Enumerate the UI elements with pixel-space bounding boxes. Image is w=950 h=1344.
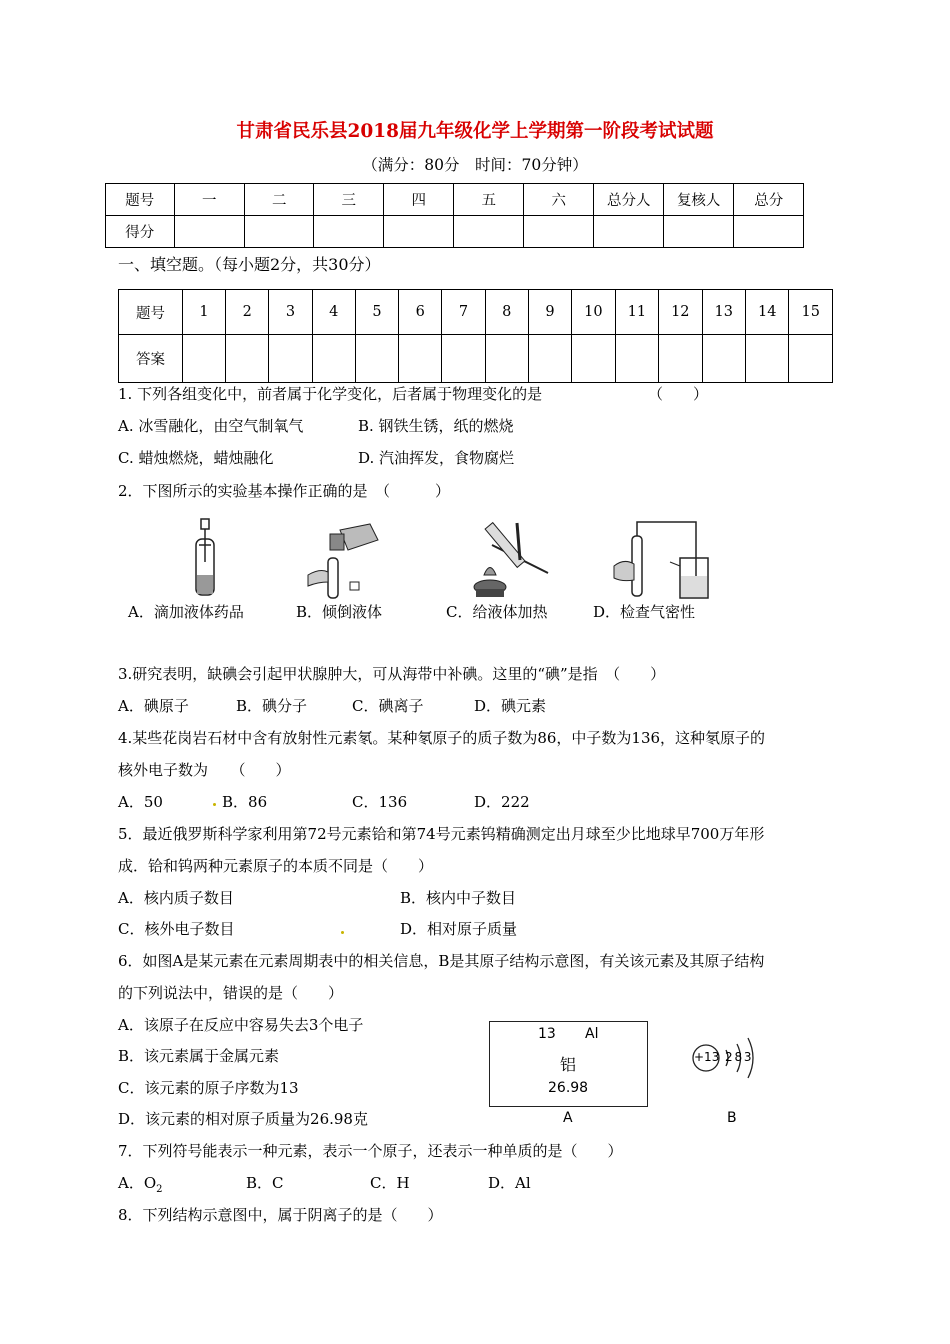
- table-cell: 8: [485, 290, 528, 335]
- answer-cell[interactable]: [789, 335, 833, 383]
- option-b: B．C: [246, 1174, 284, 1192]
- option-c: C．该元素的原子序数为13: [118, 1079, 299, 1097]
- table-cell: 10: [572, 290, 615, 335]
- option-a-text: A．O: [118, 1174, 157, 1192]
- table-cell: [454, 216, 524, 248]
- table-cell: 4: [312, 290, 355, 335]
- answer-cell[interactable]: [182, 335, 225, 383]
- page-subtitle: （满分：80分 时间：70分钟）: [362, 156, 588, 174]
- page-title: 甘肃省民乐县2018届九年级化学上学期第一阶段考试试题: [236, 121, 714, 142]
- question-5-stem: 5．最近俄罗斯科学家利用第72号元素铪和第74号元素钨精确测定出月球至少比地球早700万年形: [118, 825, 765, 843]
- table-row: [119, 290, 833, 335]
- answer-cell[interactable]: [615, 335, 658, 383]
- question-1-stem: 1. 下列各组变化中，前者属于化学变化，后者属于物理变化的是: [118, 385, 543, 403]
- answer-cell[interactable]: [702, 335, 745, 383]
- option-c: C．给液体加热: [446, 603, 548, 621]
- option-d: D．222: [474, 793, 530, 811]
- table-cell: 11: [615, 290, 658, 335]
- table-row: [106, 216, 804, 248]
- answer-cell[interactable]: [745, 335, 788, 383]
- table-cell: 总分: [734, 184, 804, 216]
- answer-cell[interactable]: [572, 335, 615, 383]
- table-cell: 答案: [119, 335, 183, 383]
- option-b: B．86: [222, 793, 268, 811]
- table-cell: 复核人: [663, 184, 733, 216]
- table-cell: 一: [174, 184, 244, 216]
- table-cell: 四: [383, 184, 453, 216]
- electron-shells: 2 8 3: [725, 1050, 751, 1064]
- table-cell: [174, 216, 244, 248]
- airtight-check-figure: [610, 518, 710, 603]
- option-d: D．该元素的相对原子质量为26.98克: [118, 1110, 368, 1128]
- question-2-stem: 2．下图所示的实验基本操作正确的是 （ ）: [118, 482, 451, 500]
- table-cell: 13: [702, 290, 745, 335]
- section-heading: 一、填空题。（每小题2分，共30分）: [118, 255, 381, 274]
- question-3-stem: 3.研究表明，缺碘会引起甲状腺肿大，可从海带中补碘。这里的“碘”是指 （ ）: [118, 665, 666, 683]
- option-a: A．该原子在反应中容易失去3个电子: [118, 1016, 364, 1034]
- option-b: B．核内中子数目: [400, 889, 517, 907]
- answer-cell[interactable]: [226, 335, 269, 383]
- nucleus-charge: +13: [694, 1050, 720, 1064]
- table-cell: [523, 216, 593, 248]
- table-cell: 14: [745, 290, 788, 335]
- table-cell: 7: [442, 290, 485, 335]
- question-7-stem: 7．下列符号能表示一种元素，表示一个原子，还表示一种单质的是（ ）: [118, 1142, 623, 1160]
- option-c: C．碘离子: [352, 697, 424, 715]
- table-cell: 总分人: [594, 184, 664, 216]
- option-b: B. 钢铁生锈，纸的燃烧: [358, 417, 514, 435]
- heating-figure: [462, 515, 557, 600]
- question-6-stem-cont: 的下列说法中，错误的是（ ）: [118, 984, 344, 1002]
- table-cell: 1: [182, 290, 225, 335]
- table-cell: [314, 216, 384, 248]
- option-c: C．H: [370, 1174, 410, 1192]
- table-cell: 三: [314, 184, 384, 216]
- answer-table: [118, 289, 833, 383]
- answer-cell[interactable]: [528, 335, 571, 383]
- option-d: D. 汽油挥发，食物腐烂: [358, 449, 515, 467]
- table-cell: 二: [244, 184, 314, 216]
- answer-cell[interactable]: [269, 335, 312, 383]
- option-a: [118, 1172, 163, 1195]
- option-a: A. 冰雪融化，由空气制氧气: [118, 417, 304, 435]
- option-d: D．碘元素: [474, 697, 547, 715]
- table-row: [106, 184, 804, 216]
- table-cell: 6: [399, 290, 442, 335]
- option-b: B．倾倒液体: [296, 603, 383, 621]
- table-cell: 2: [226, 290, 269, 335]
- question-4-stem-cont: 核外电子数为 （ ）: [118, 761, 291, 779]
- option-d: D．Al: [488, 1174, 531, 1192]
- periodic-cell-figure: [489, 1021, 648, 1107]
- table-cell: 5: [355, 290, 398, 335]
- answer-cell[interactable]: [442, 335, 485, 383]
- question-6-stem: 6．如图A是某元素在元素周期表中的相关信息，B是其原子结构示意图，有关该元素及其原子结构: [118, 952, 765, 970]
- option-d: D．相对原子质量: [400, 920, 518, 938]
- table-cell: 题号: [106, 184, 175, 216]
- table-cell: [663, 216, 733, 248]
- figure-a-label: A: [563, 1110, 573, 1126]
- atomic-number: 13: [538, 1026, 556, 1042]
- table-cell: [244, 216, 314, 248]
- dropper-figure: [183, 517, 228, 597]
- atomic-mass: 26.98: [548, 1080, 589, 1096]
- option-c: C．136: [352, 793, 408, 811]
- subscript: 2: [156, 1184, 163, 1195]
- score-table: [105, 183, 804, 248]
- question-5-stem-cont: 成．铪和钨两种元素原子的本质不同是（ ）: [118, 857, 434, 875]
- answer-paren: （ ）: [648, 385, 709, 403]
- table-cell: 12: [659, 290, 702, 335]
- option-a: A．滴加液体药品: [128, 603, 244, 621]
- option-a: A．核内质子数目: [118, 889, 234, 907]
- stray-dot: [341, 931, 344, 934]
- answer-cell[interactable]: [355, 335, 398, 383]
- table-cell: 五: [454, 184, 524, 216]
- table-row: [119, 335, 833, 383]
- element-symbol: Al: [585, 1026, 599, 1042]
- option-b: B．该元素属于金属元素: [118, 1047, 280, 1065]
- table-cell: [734, 216, 804, 248]
- option-a: A．碘原子: [118, 697, 189, 715]
- table-cell: 9: [528, 290, 571, 335]
- question-8-stem: 8．下列结构示意图中，属于阴离子的是（ ）: [118, 1206, 443, 1224]
- table-cell: 得分: [106, 216, 175, 248]
- table-cell: [383, 216, 453, 248]
- table-cell: 题号: [119, 290, 183, 335]
- option-d: D．检查气密性: [593, 603, 696, 621]
- option-c: C. 蜡烛燃烧，蜡烛融化: [118, 449, 274, 467]
- option-a: A．50: [118, 793, 163, 811]
- pouring-figure: [300, 520, 385, 600]
- answer-cell[interactable]: [485, 335, 528, 383]
- table-cell: 六: [523, 184, 593, 216]
- table-cell: 3: [269, 290, 312, 335]
- table-cell: [594, 216, 664, 248]
- figure-b-label: B: [727, 1110, 737, 1126]
- option-c: C．核外电子数目: [118, 920, 235, 938]
- element-name: 铝: [560, 1055, 577, 1074]
- answer-cell[interactable]: [659, 335, 702, 383]
- answer-cell[interactable]: [399, 335, 442, 383]
- answer-cell[interactable]: [312, 335, 355, 383]
- question-4-stem: 4.某些花岗岩石材中含有放射性元素氡。某种氡原子的质子数为86，中子数为136，这种氡原子的: [118, 729, 766, 747]
- stray-dot: [213, 803, 216, 806]
- table-cell: 15: [789, 290, 833, 335]
- option-b: B．碘分子: [236, 697, 308, 715]
